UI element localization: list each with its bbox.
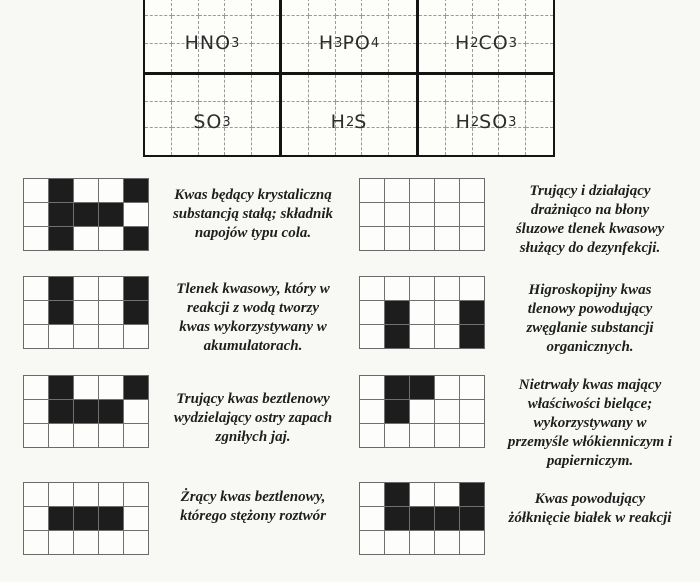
grid-cell bbox=[49, 531, 73, 554]
grid-cell bbox=[460, 531, 484, 554]
clue-item-left-1 bbox=[23, 178, 363, 278]
clue-text-line: Żrący kwas beztlenowy, bbox=[180, 489, 326, 505]
grid-cell bbox=[410, 325, 434, 348]
formula-cell-H2S bbox=[282, 75, 416, 155]
grid-cell bbox=[460, 203, 484, 226]
grid-cell-filled bbox=[49, 301, 73, 324]
formula-cell-SO3 bbox=[145, 75, 279, 155]
answer-grid bbox=[359, 178, 485, 251]
clue-text-line: tlenowy powodujący bbox=[527, 301, 653, 317]
grid-cell bbox=[24, 400, 48, 423]
grid-cell bbox=[360, 424, 384, 447]
grid-cell-filled bbox=[460, 483, 484, 506]
grid-cell bbox=[410, 483, 434, 506]
grid-cell bbox=[99, 424, 123, 447]
formula-symbol: H bbox=[455, 111, 471, 133]
grid-cell bbox=[24, 507, 48, 530]
grid-cell bbox=[99, 179, 123, 202]
clue-text-line: żółknięcie białek w reakcji bbox=[508, 510, 672, 526]
grid-cell bbox=[360, 277, 384, 300]
grid-cell bbox=[460, 376, 484, 399]
grid-cell-filled bbox=[410, 507, 434, 530]
formula-subscript: 3 bbox=[222, 114, 231, 130]
formula-H2S bbox=[282, 82, 416, 155]
grid-cell bbox=[49, 325, 73, 348]
formula-subscript: 2 bbox=[345, 114, 355, 130]
grid-cell bbox=[99, 483, 123, 506]
grid-cell bbox=[24, 277, 48, 300]
grid-cell-filled bbox=[49, 203, 73, 226]
grid-cell bbox=[360, 179, 384, 202]
formula-table bbox=[143, 0, 555, 157]
clue-item-right-2 bbox=[359, 276, 699, 376]
clue-text-line: papierniczym. bbox=[546, 453, 634, 469]
grid-cell-filled bbox=[385, 507, 409, 530]
grid-cell bbox=[460, 277, 484, 300]
clue-text-line: organicznych. bbox=[546, 339, 634, 355]
clue-item-right-4 bbox=[359, 482, 699, 582]
grid-cell bbox=[360, 325, 384, 348]
clue-text-line: Trujący i działający bbox=[529, 183, 651, 199]
clue-text bbox=[145, 186, 361, 243]
formula-cell-H3PO4 bbox=[282, 0, 416, 72]
grid-cell bbox=[410, 227, 434, 250]
clue-text bbox=[145, 488, 361, 526]
grid-cell bbox=[99, 376, 123, 399]
clue-text-line: zgniłych jaj. bbox=[215, 429, 291, 445]
grid-cell-filled bbox=[385, 400, 409, 423]
clue-item-left-3 bbox=[23, 375, 363, 475]
grid-cell bbox=[435, 227, 459, 250]
grid-cell-filled bbox=[49, 376, 73, 399]
clue-text-line: napojów typu cola. bbox=[194, 225, 312, 241]
grid-cell bbox=[410, 203, 434, 226]
formula-SO3 bbox=[145, 82, 279, 155]
grid-cell bbox=[124, 531, 148, 554]
grid-cell-filled bbox=[74, 203, 98, 226]
clue-text-line: służący do dezynfekcji. bbox=[519, 240, 661, 256]
grid-cell bbox=[74, 424, 98, 447]
grid-cell bbox=[385, 277, 409, 300]
grid-cell-filled bbox=[99, 203, 123, 226]
clue-text-line: śluzowe tlenek kwasowy bbox=[515, 221, 665, 237]
clue-text-line: przemyśle włókienniczym i bbox=[507, 434, 673, 450]
grid-cell bbox=[435, 376, 459, 399]
grid-cell bbox=[385, 179, 409, 202]
grid-cell bbox=[410, 424, 434, 447]
grid-cell bbox=[99, 227, 123, 250]
formula-symbol: SO bbox=[193, 111, 223, 133]
clue-text-line: Trujący kwas beztlenowy bbox=[176, 391, 330, 407]
grid-cell bbox=[435, 531, 459, 554]
grid-cell bbox=[99, 531, 123, 554]
answer-grid bbox=[23, 276, 149, 349]
grid-cell bbox=[410, 301, 434, 324]
grid-cell bbox=[74, 325, 98, 348]
formula-symbol: H bbox=[454, 32, 471, 54]
grid-cell bbox=[385, 531, 409, 554]
grid-cell-filled bbox=[99, 400, 123, 423]
grid-cell bbox=[74, 277, 98, 300]
grid-cell bbox=[360, 301, 384, 324]
grid-cell bbox=[360, 400, 384, 423]
answer-grid bbox=[23, 178, 149, 251]
grid-cell-filled bbox=[74, 507, 98, 530]
grid-cell-filled bbox=[460, 507, 484, 530]
grid-cell bbox=[24, 376, 48, 399]
grid-cell bbox=[74, 483, 98, 506]
clue-text-line: właściwości bielące; bbox=[527, 396, 653, 412]
grid-cell bbox=[24, 227, 48, 250]
grid-cell bbox=[24, 424, 48, 447]
grid-cell bbox=[435, 203, 459, 226]
formula-cell-H2CO3 bbox=[419, 0, 553, 72]
clue-text-line: substancją stałą; składnik bbox=[172, 206, 334, 222]
clue-item-left-2 bbox=[23, 276, 363, 376]
grid-cell-filled bbox=[435, 507, 459, 530]
grid-cell bbox=[410, 531, 434, 554]
grid-cell bbox=[360, 507, 384, 530]
grid-cell-filled bbox=[460, 325, 484, 348]
grid-cell-filled bbox=[49, 179, 73, 202]
grid-cell-filled bbox=[74, 400, 98, 423]
answer-grid bbox=[23, 375, 149, 448]
grid-cell bbox=[435, 424, 459, 447]
grid-cell bbox=[385, 203, 409, 226]
grid-cell bbox=[360, 203, 384, 226]
grid-cell bbox=[24, 531, 48, 554]
formula-symbol: S bbox=[354, 111, 368, 133]
grid-cell bbox=[410, 277, 434, 300]
grid-cell bbox=[49, 483, 73, 506]
grid-cell bbox=[74, 531, 98, 554]
clue-text bbox=[145, 390, 361, 447]
answer-grid bbox=[23, 482, 149, 555]
clue-text-line: Higroskopijny kwas bbox=[528, 282, 652, 298]
formula-subscript: 2 bbox=[470, 114, 480, 130]
grid-cell bbox=[74, 179, 98, 202]
clue-text bbox=[145, 280, 361, 356]
grid-cell bbox=[410, 400, 434, 423]
grid-cell bbox=[99, 325, 123, 348]
clue-item-left-4 bbox=[23, 482, 363, 582]
grid-cell bbox=[360, 483, 384, 506]
grid-cell bbox=[460, 424, 484, 447]
formula-symbol: SO bbox=[479, 111, 509, 133]
clue-text bbox=[483, 490, 697, 528]
grid-cell bbox=[24, 483, 48, 506]
grid-cell bbox=[385, 424, 409, 447]
grid-cell-filled bbox=[49, 277, 73, 300]
grid-cell-filled bbox=[49, 507, 73, 530]
formula-subscript: 2 bbox=[470, 35, 479, 51]
grid-cell bbox=[24, 203, 48, 226]
grid-cell-filled bbox=[385, 483, 409, 506]
grid-cell-filled bbox=[49, 400, 73, 423]
clue-text bbox=[483, 376, 697, 471]
formula-symbol: H bbox=[330, 111, 346, 133]
answer-grid bbox=[359, 276, 485, 349]
clue-text-line: zwęglanie substancji bbox=[526, 320, 654, 336]
clue-text-line: drażniąco na błony bbox=[530, 202, 650, 218]
formula-H2CO3 bbox=[419, 1, 553, 72]
grid-cell bbox=[460, 179, 484, 202]
grid-cell bbox=[460, 227, 484, 250]
grid-cell bbox=[99, 301, 123, 324]
clue-text-line: reakcji z wodą tworzy bbox=[186, 300, 320, 316]
formula-symbol: CO bbox=[478, 32, 509, 54]
grid-cell bbox=[385, 227, 409, 250]
grid-cell bbox=[99, 277, 123, 300]
clue-text-line: wydzielający ostry zapach bbox=[173, 410, 333, 426]
clue-item-right-1 bbox=[359, 178, 699, 278]
grid-cell-filled bbox=[49, 227, 73, 250]
grid-cell-filled bbox=[385, 301, 409, 324]
grid-cell bbox=[435, 483, 459, 506]
formula-cell-HNO3 bbox=[145, 0, 279, 72]
grid-cell bbox=[435, 400, 459, 423]
grid-cell bbox=[24, 325, 48, 348]
grid-cell bbox=[435, 301, 459, 324]
clue-text-line: którego stężony roztwór bbox=[180, 508, 326, 524]
grid-cell bbox=[49, 424, 73, 447]
grid-cell-filled bbox=[385, 325, 409, 348]
clue-item-right-3 bbox=[359, 375, 699, 475]
grid-cell bbox=[460, 400, 484, 423]
grid-cell bbox=[435, 179, 459, 202]
formula-subscript: 3 bbox=[334, 35, 343, 51]
answer-grid bbox=[359, 482, 485, 555]
clue-text-line: wykorzystywany w bbox=[533, 415, 647, 431]
grid-cell bbox=[24, 301, 48, 324]
clue-text bbox=[483, 182, 697, 258]
grid-cell bbox=[360, 227, 384, 250]
grid-cell bbox=[435, 325, 459, 348]
clue-text bbox=[483, 281, 697, 357]
clue-text-line: Nietrwały kwas mający bbox=[518, 377, 662, 393]
clue-text-line: Kwas będący krystaliczną bbox=[174, 187, 332, 203]
grid-cell bbox=[24, 179, 48, 202]
formula-HNO3 bbox=[145, 1, 279, 72]
formula-H3PO4 bbox=[282, 1, 416, 72]
clue-text-line: Tlenek kwasowy, który w bbox=[176, 281, 330, 297]
grid-cell bbox=[360, 376, 384, 399]
formula-subscript: 3 bbox=[508, 35, 518, 51]
formula-subscript: 3 bbox=[231, 35, 240, 51]
grid-cell bbox=[435, 277, 459, 300]
formula-symbol: PO bbox=[342, 32, 371, 54]
formula-symbol: HNO bbox=[184, 32, 232, 54]
grid-cell-filled bbox=[460, 301, 484, 324]
grid-cell bbox=[74, 376, 98, 399]
grid-cell bbox=[360, 531, 384, 554]
formula-cell-H2SO3 bbox=[419, 75, 553, 155]
grid-cell-filled bbox=[99, 507, 123, 530]
grid-cell bbox=[74, 301, 98, 324]
formula-symbol: H bbox=[318, 32, 335, 54]
formula-subscript: 4 bbox=[370, 35, 380, 51]
formula-H2SO3 bbox=[419, 82, 553, 155]
clue-text-line: kwas wykorzystywany w bbox=[179, 319, 327, 335]
clue-text-line: akumulatorach. bbox=[203, 338, 303, 354]
grid-cell bbox=[74, 227, 98, 250]
answer-grid bbox=[359, 375, 485, 448]
clue-text-line: Kwas powodujący bbox=[534, 491, 646, 507]
grid-cell bbox=[410, 179, 434, 202]
grid-cell-filled bbox=[385, 376, 409, 399]
grid-cell-filled bbox=[410, 376, 434, 399]
formula-subscript: 3 bbox=[508, 114, 517, 130]
